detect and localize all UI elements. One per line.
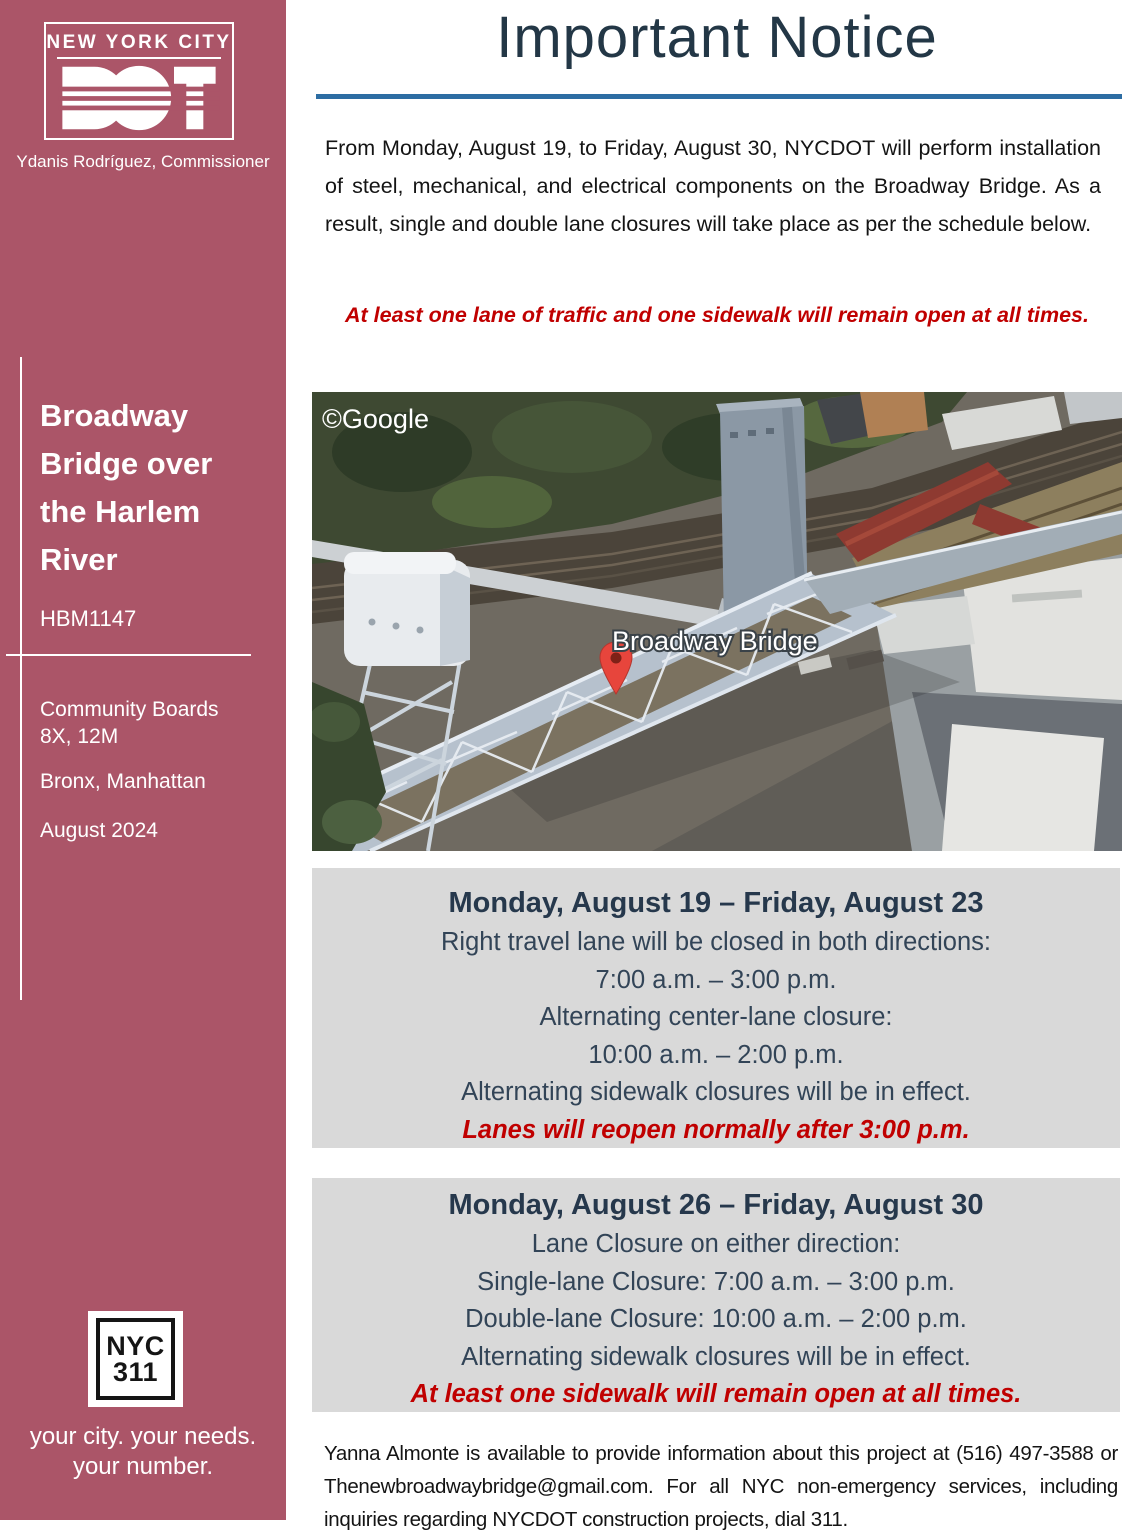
schedule1-line: Alternating center-lane closure: [539,1003,893,1031]
notice-date: August 2024 [40,819,158,842]
schedule2-line: Double-lane Closure: 10:00 a.m. – 2:00 p.m. [465,1305,967,1333]
nycdot-logo-text: NEW YORK CITY [46,32,232,53]
nyc311-tagline-1: your city. your needs. [29,1423,257,1450]
boroughs: Bronx, Manhattan [40,770,206,793]
commissioner-name: Ydanis Rodríguez, Commissioner [16,152,270,171]
intro-paragraph: From Monday, August 19, to Friday, August 30, NYCDOT will perform installation of steel, mechanical, and electrical components on the Broadway Bridge. As a result, single and double lane closures will take place as per the schedule below. [325,136,1101,236]
project-title: Broadway Bridge over the Harlem River [40,398,213,577]
nyc311-line1: NYC [106,1330,165,1361]
nyc311-line2: 311 [112,1357,159,1387]
schedule1-heading: Monday, August 19 – Friday, August 23 [448,887,984,919]
sidebar-horizontal-rule [6,654,251,656]
intro-highlight: At least one lane of traffic and one sidewalk will remain open at all times. [345,303,1089,327]
schedule-box-week2 [312,1178,1120,1412]
nyc311-logo [88,1311,183,1407]
page-title: Important Notice [496,5,938,70]
nycdot-logo [44,22,234,140]
schedule2-line: Alternating sidewalk closures will be in effect. [461,1342,971,1371]
schedule2-highlight: At least one sidewalk will remain open at all times. [410,1380,1022,1408]
schedule1-line: Alternating sidewalk closures will be in effect. [461,1078,971,1106]
nycdot-logo-underline [57,57,221,59]
schedule2-heading: Monday, August 26 – Friday, August 30 [448,1189,984,1221]
nyc311-tagline-2: your number. [72,1453,214,1480]
schedule2-line: Single-lane Closure: 7:00 a.m. – 3:00 p.m. [477,1267,955,1296]
sidebar [0,0,286,1520]
schedule1-highlight: Lanes will reopen normally after 3:00 p.m. [462,1115,970,1144]
sidebar-vertical-rule [20,357,22,1000]
dot-icon [57,63,221,133]
satellite-image [312,392,1122,851]
nyc311-logo-inner [96,1318,175,1400]
contact-info: Yanna Almonte is available to provide information about this project at (516) 497-3588 or Thenewbroadwaybridge@gmail.com. For all NYC non-emergency services, including inquiries regarding NYCDOT construction projects, dial 311. [324,1442,1118,1531]
schedule-box-week1 [312,868,1120,1148]
title-rule [316,94,1122,99]
schedule1-line: Right travel lane will be closed in both directions: [441,928,991,956]
map-place-label: Broadway Bridge [612,626,818,656]
map-credit-label: ©Google [322,404,429,434]
schedule1-line: 10:00 a.m. – 2:00 p.m. [588,1040,844,1069]
community-boards: Community Boards 8X, 12M [40,698,219,748]
schedule1-line: 7:00 a.m. – 3:00 p.m. [595,965,837,994]
schedule2-line: Lane Closure on either direction: [531,1230,901,1258]
project-id: HBM1147 [40,606,137,631]
